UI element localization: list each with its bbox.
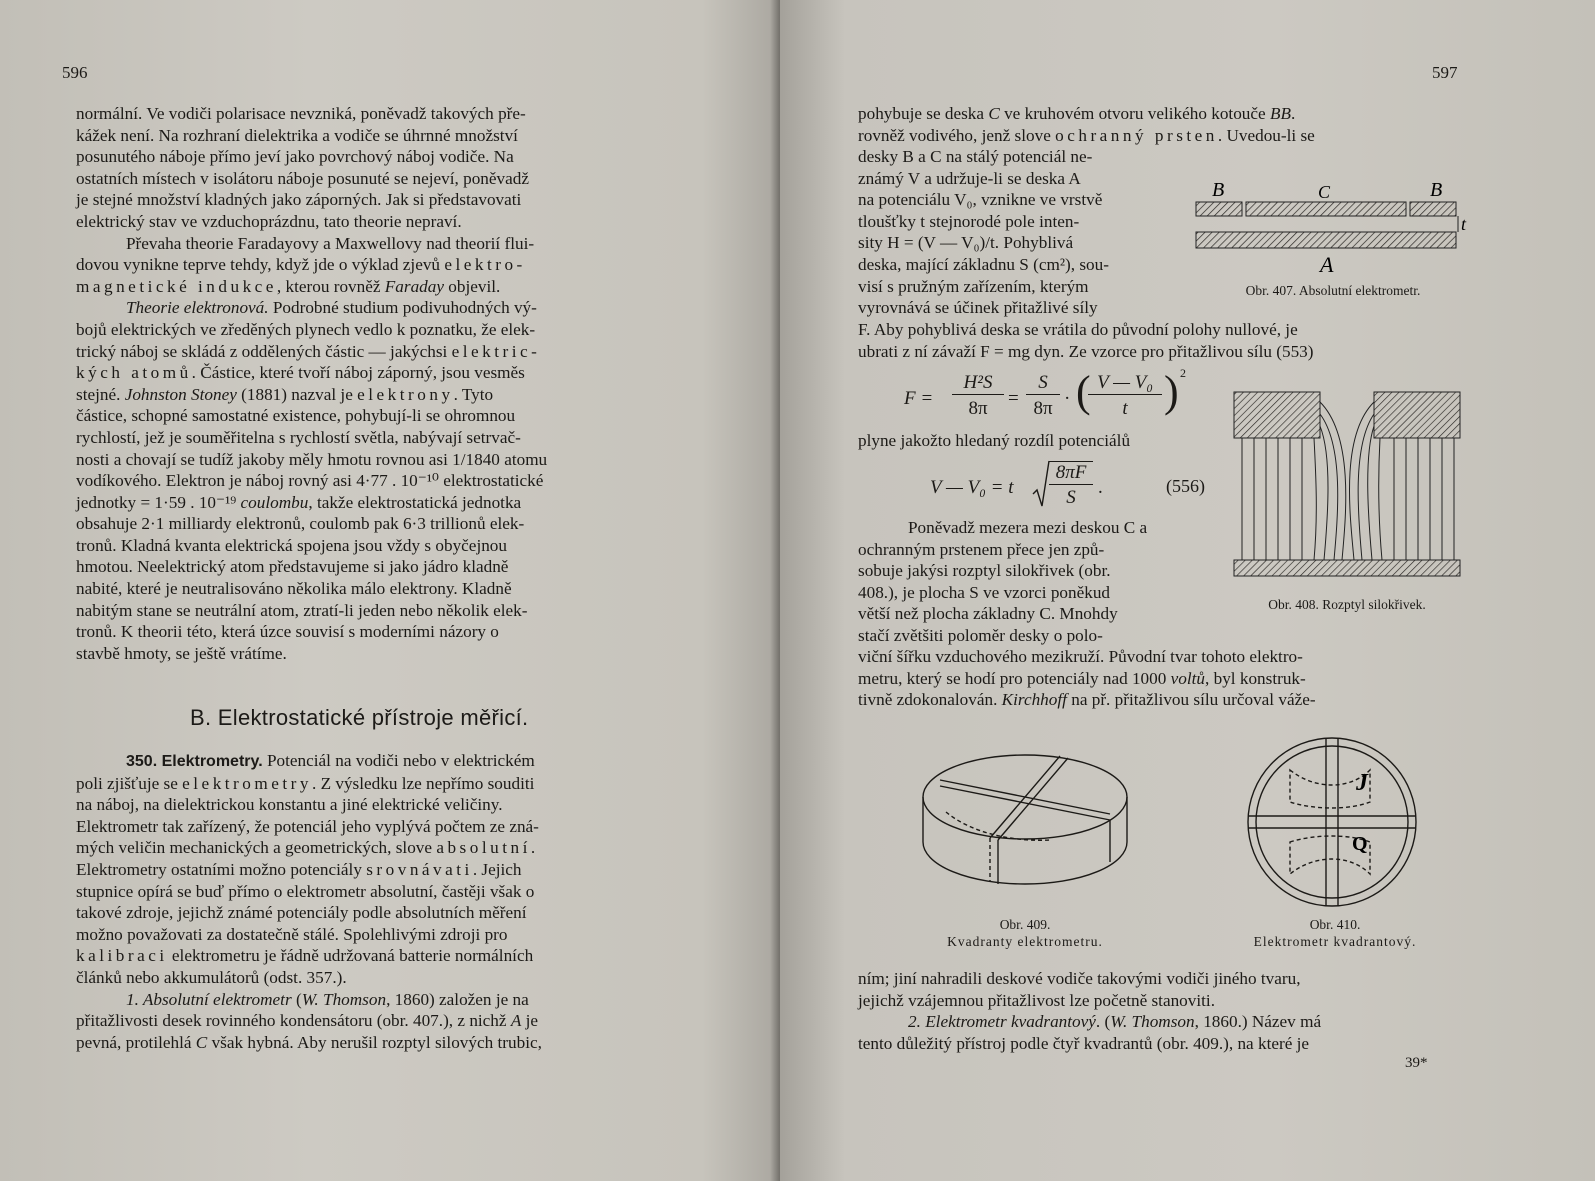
- formula-intro: [858, 430, 1218, 452]
- text-line: vyrovnává se účinek přitažlivé síly: [858, 298, 1098, 318]
- text-line: Poněvadž mezera mezi deskou C a: [908, 518, 1148, 537]
- text-line: stačí zvětšiti poloměr desky o polo-: [858, 625, 1103, 645]
- p3-line: jednotky = 1·59 . 10⁻¹⁹ coulombu, takže elektrostatická jednotka: [76, 492, 522, 512]
- left-text-top: [76, 103, 686, 664]
- text-line: větší než plocha základny C. Mnohdy: [858, 604, 1118, 624]
- figure-408: [1228, 386, 1468, 581]
- quadrant-electrometer-diagram: [1220, 730, 1450, 920]
- p3-line: vodíkového. Elektron je náboj rovný asi 4·77 . 10⁻¹⁰ elektrostatické: [76, 471, 544, 491]
- text-line: pohybuje se deska C ve kruhovém otvoru velikého kotouče BB.: [858, 104, 1296, 123]
- p5-line: pevná, protilehlá C však hybná. Aby nerušil rozptyl silových trubic,: [76, 1032, 542, 1052]
- quadrants-diagram: [910, 742, 1140, 912]
- p3-line: nabité, které je neutralisováno několika málo elektrony. Kladně: [76, 579, 512, 599]
- intro-line: posunutého náboje přímo jeví jako povrchový náboj vodiče. Na: [76, 147, 514, 167]
- figure-410: [1220, 730, 1450, 920]
- right-text-mid: [858, 319, 1470, 362]
- movable-plate-block: [1374, 392, 1460, 438]
- electrometer-body: [1248, 738, 1416, 906]
- text-line: metru, který se hodí pro potenciály nad 1000 voltů, byl konstruk-: [858, 668, 1306, 688]
- p3-line: tronů. Kladná kvanta elektrická spojena jsou vždy s obyčejnou: [76, 535, 507, 555]
- p4-line: mých veličin mechanických a geometrických, slove absolutní.: [76, 838, 536, 858]
- p3-line: nabitým stane se neutrální atom, ztratí-li jeden nebo několik elek-: [76, 600, 528, 620]
- text-line: ním; jiní nahradili deskové vodiče takovými vodiči jiného tvaru,: [858, 969, 1301, 988]
- page-number-left: 596: [62, 63, 88, 82]
- figure-409-number: Obr. 409.: [999, 917, 1051, 932]
- plate-a: [1196, 232, 1456, 248]
- label-a: A: [1320, 252, 1334, 277]
- label-b2: B: [1430, 179, 1443, 201]
- p5-line: přitažlivosti desek rovinného kondensátoru (obr. 407.), z nichž A je: [76, 1011, 539, 1031]
- p4-line: na náboj, na dielektrickou konstantu a jiné elektrické veličiny.: [76, 795, 503, 815]
- text-line: plyne jakožto hledaný rozdíl potenciálů: [858, 431, 1131, 450]
- signature-mark: 39*: [1405, 1055, 1428, 1071]
- text-line: známý V a udržuje-li se deska A: [858, 168, 1081, 188]
- text-line: 408.), je plocha S ve vzorci poněkud: [858, 582, 1111, 602]
- guard-ring-block: [1234, 392, 1320, 438]
- left-text-bottom: [76, 750, 686, 1053]
- text-line: sobuje jakýsi rozptyl silokřivek (obr.: [858, 561, 1111, 581]
- sqrt-sign: [1032, 460, 1050, 510]
- figure-409: [910, 742, 1140, 912]
- intro-line: kážek není. Na rozhraní dielektrika a vodiče se úhrnné množství: [76, 125, 518, 145]
- plate-b-right: [1410, 202, 1456, 216]
- text-line: na potenciálu V₀, vznikne ve vrstvě: [858, 190, 1103, 210]
- figure-410-title: Elektrometr kvadrantový.: [1253, 934, 1417, 949]
- absolute-electrometer-diagram: [1190, 176, 1480, 286]
- p4-line: Elektrometr tak zařízený, že potenciál jeho vyplývá počtem ze zná-: [76, 816, 539, 836]
- figure-410-number: Obr. 410.: [1309, 917, 1361, 932]
- plate-b-left: [1196, 202, 1242, 216]
- right-text-wide: [858, 646, 1470, 711]
- quadrant-cylinder: [923, 755, 1127, 884]
- p3-line: obsahuje 2·1 milliardy elektronů, coulomb pak 6·3 trillionů elek-: [76, 514, 525, 534]
- figure-407-caption: Obr. 407. Absolutní elektrometr.: [1245, 283, 1421, 298]
- p3-line: stavbě hmoty, se ještě vrátíme.: [76, 643, 287, 663]
- p4-line: poli zjišťuje se elektrometry. Z výsledku lze nepřímo souditi: [76, 773, 535, 793]
- p2-line: magnetické indukce, kterou rovněž Faraday objevil.: [76, 276, 501, 296]
- text-line: ubrati z ní závaží F = mg dyn. Ze vzorce pro přitažlivou sílu (553): [858, 341, 1314, 361]
- intro-line: ostatních místech v isolátoru náboje posunuté se nejeví, poněvadž: [76, 168, 529, 188]
- intro-line: normální. Ve vodiči polarisace nevzniká, poněvadž takových pře-: [76, 104, 526, 123]
- p3-line: Theorie elektronová. Podrobné studium podivuhodných vý-: [126, 298, 537, 318]
- text-line: F. Aby pohyblivá deska se vrátila do původní polohy nullové, je: [858, 320, 1298, 339]
- figure-410-caption: [1220, 916, 1450, 950]
- p3-line: trický náboj se skládá z oddělených částic — jakýchsi elektric-: [76, 341, 541, 361]
- p3-line: částice, schopné samostatné existence, pohybují-li se ohromnou: [76, 406, 516, 426]
- base-plate-block: [1234, 560, 1460, 576]
- label-b: B: [1212, 179, 1225, 201]
- text-line: deska, mající základnu S (cm²), sou-: [858, 254, 1109, 274]
- p3-line: kých atomů. Částice, které tvoří náboj záporný, jsou vesměs: [76, 363, 525, 383]
- intro-line: elektrický stav ve vzduchoprázdnu, tato theorie nepraví.: [76, 211, 462, 231]
- label-c: C: [1318, 182, 1331, 202]
- p4-line: takové zdroje, jejichž známé potenciály podle absolutních měření: [76, 903, 527, 923]
- p4-line: stupnice opírá se buď přímo o elektrometr absolutní, častěji však o: [76, 881, 535, 901]
- text-line: tento důležitý přístroj podle čtyř kvadrantů (obr. 409.), na které je: [858, 1033, 1310, 1053]
- label-t: t: [1461, 214, 1467, 234]
- figure-409-title: Kvadranty elektrometru.: [947, 934, 1103, 949]
- p4-line: 350. Elektrometry. Potenciál na vodiči nebo v elektrickém: [126, 751, 535, 770]
- p4-line: kalibraci elektrometru je řádně udržovaná batterie normálních: [76, 946, 534, 966]
- p2-line: dovou vynikne teprve tehdy, když jde o výklad zjevů elektro-: [76, 255, 526, 275]
- p3-line: nosti a chovají se tudíž jakoby měly hmotu rovnou asi 1/1840 atomu: [76, 449, 548, 469]
- p3-line: bojů elektrických ve zředěných plynech vedlo k poznatku, že elek-: [76, 319, 536, 339]
- figure-409-caption: [920, 916, 1130, 950]
- figure-408-caption: Obr. 408. Rozptyl silokřivek.: [1268, 597, 1426, 612]
- text-line: ochranným prstenem přece jen způ-: [858, 539, 1105, 559]
- label-q: Q: [1352, 833, 1368, 855]
- text-line: tivně zdokonalován. Kirchhoff na př. přitažlivou sílu určoval váže-: [858, 690, 1316, 710]
- formula-potential: V — V₀ = t 8πF S .: [930, 462, 1103, 508]
- text-line: 2. Elektrometr kvadrantový. (W. Thomson, 1860.) Název má: [908, 1012, 1322, 1032]
- field-lines-diagram: [1228, 386, 1468, 581]
- p4-line: možno považovati za dostatečně stálé. Spolehlivými zdroji pro: [76, 924, 508, 944]
- plate-c: [1246, 202, 1406, 216]
- p3-line: tronů. K theorii této, která úzce souvisí s moderními názory o: [76, 622, 499, 642]
- p4-line: článků nebo akkumulátorů (odst. 357.).: [76, 967, 347, 987]
- left-page: [0, 0, 780, 1181]
- right-text-narrow: [858, 146, 1190, 319]
- p3-line: rychlostí, jež je souměřitelna s rychlostí světla, nabývají setrvač-: [76, 427, 521, 447]
- p4-line: Elektrometry ostatními možno potenciály srovnávati. Jejich: [76, 859, 522, 879]
- text-line: tloušťky t stejnorodé pole inten-: [858, 211, 1080, 231]
- section-title: B. Elektrostatické přístroje měřicí.: [190, 705, 529, 730]
- right-text-bottom: [858, 968, 1470, 1054]
- p5-line: 1. Absolutní elektrometr (W. Thomson, 1860) založen je na: [126, 989, 529, 1009]
- text-line: visí s pružným zařízením, kterým: [858, 276, 1089, 296]
- right-page: [780, 0, 1595, 1181]
- p3-line: hmotou. Neelektrický atom představujeme si jako jádro kladně: [76, 557, 509, 577]
- label-j: J: [1356, 770, 1368, 796]
- p2-line: Převaha theorie Faradayovy a Maxwellovy nad theorií flui-: [126, 233, 535, 253]
- text-line: rovněž vodivého, jenž slove ochranný prsten. Uvedou-li se: [858, 125, 1315, 145]
- formula-force: F = H²S 8π = S 8π · ( V — V₀ t ) 2: [904, 366, 1186, 419]
- text-line: desky B a C na stálý potenciál ne-: [858, 147, 1093, 166]
- right-text-narrow2: [858, 517, 1208, 647]
- equation-number: (556): [1166, 476, 1205, 496]
- page-number-right: 597: [1432, 63, 1458, 82]
- text-line: jejichž vzájemnou přitažlivost lze početně stanoviti.: [858, 990, 1215, 1010]
- p3-line: stejné. Johnston Stoney (1881) nazval je elektrony. Tyto: [76, 384, 494, 404]
- text-line: viční šířku vzduchového mezikruží. Původní tvar tohoto elektro-: [858, 647, 1303, 666]
- intro-line: je stejné množství kladných jako záporných. Jak si představovati: [76, 190, 522, 210]
- text-line: sity H = (V — V₀)/t. Pohyblivá: [858, 233, 1074, 253]
- right-text-top: [858, 103, 1470, 146]
